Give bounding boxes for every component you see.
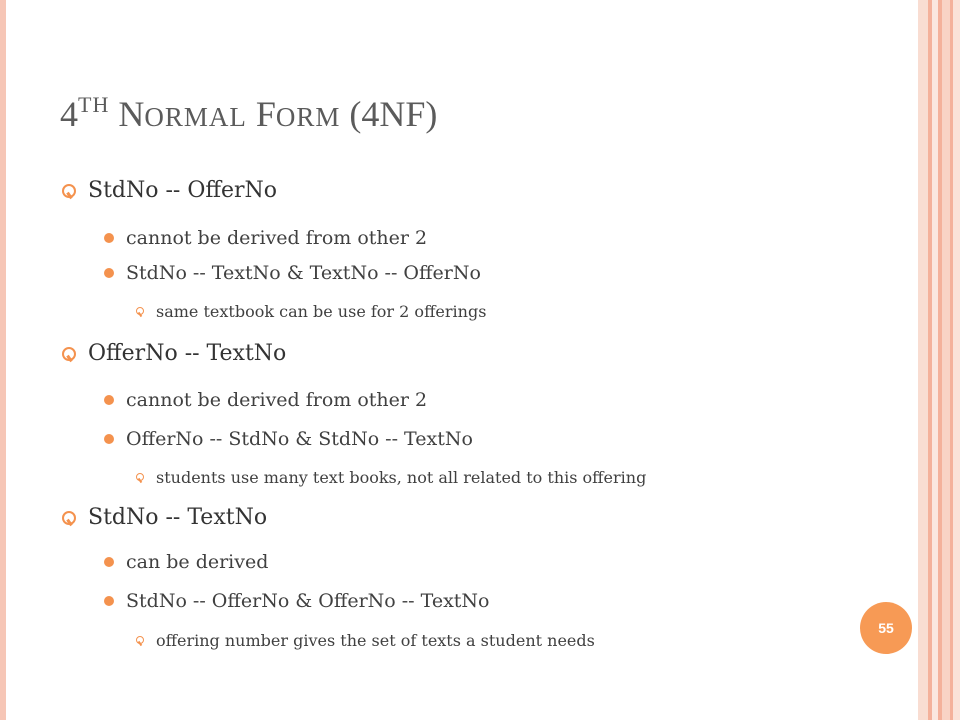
title-abbrev: (4NF) <box>349 94 438 134</box>
title-word1-rest: ORMAL <box>144 102 247 132</box>
orange-dot-icon <box>104 268 114 278</box>
orange-dot-icon <box>104 233 114 243</box>
title-number: 4 <box>60 94 78 134</box>
orange-dot-icon <box>104 434 114 444</box>
small-orange-ring-icon <box>136 473 144 481</box>
bullet-level2: cannot be derived from other 2 <box>126 227 428 249</box>
small-orange-ring-icon <box>136 636 144 644</box>
orange-ring-icon <box>62 347 76 361</box>
bullet-level2: cannot be derived from other 2 <box>126 389 428 411</box>
orange-dot-icon <box>104 395 114 405</box>
title-word2-cap: F <box>255 94 276 134</box>
orange-ring-icon <box>62 184 76 198</box>
small-orange-ring-icon <box>136 307 144 315</box>
orange-dot-icon <box>104 557 114 567</box>
page-number-badge: 55 <box>860 602 912 654</box>
bullet-level3: offering number gives the set of texts a student needs <box>156 631 595 650</box>
bullet-level2: OfferNo -- StdNo & StdNo -- TextNo <box>126 428 473 450</box>
bullet-level1: OfferNo -- TextNo <box>88 341 287 366</box>
slide-title <box>60 94 437 137</box>
orange-dot-icon <box>104 596 114 606</box>
bullet-level2: can be derived <box>126 551 269 573</box>
left-border <box>0 0 6 720</box>
title-word1-cap: N <box>118 94 145 134</box>
bullet-level2: StdNo -- OfferNo & OfferNo -- TextNo <box>126 590 490 612</box>
orange-ring-icon <box>62 511 76 525</box>
title-superscript: TH <box>78 92 110 117</box>
right-stripe-5 <box>942 0 950 720</box>
bullet-level3: students use many text books, not all related to this offering <box>156 468 647 487</box>
bullet-level1: StdNo -- TextNo <box>88 505 268 530</box>
title-word2-rest: ORM <box>275 102 341 132</box>
right-stripe-1 <box>918 0 928 720</box>
bullet-level3: same textbook can be use for 2 offerings <box>156 302 487 321</box>
bullet-level2: StdNo -- TextNo & TextNo -- OfferNo <box>126 262 481 284</box>
bullet-level1: StdNo -- OfferNo <box>88 178 278 203</box>
right-stripe-7 <box>953 0 960 720</box>
